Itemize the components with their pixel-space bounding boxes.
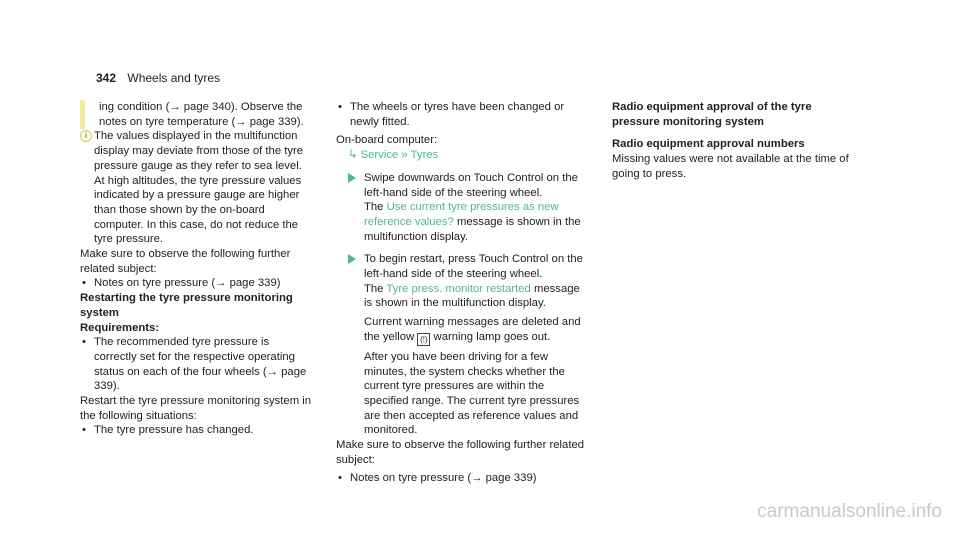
- page-header: [96, 71, 220, 85]
- requirements-label: Requirements:: [80, 321, 160, 334]
- current-text-end: warning lamp goes out.: [433, 330, 551, 343]
- radio-approval-heading: Radio equipment approval of the tyre pressure monitoring system: [612, 101, 812, 128]
- column-middle: [336, 100, 590, 486]
- after-driving-text: After you have been driving for a few minutes, the system checks whether the current tyre pressures are within the specified range. The current tyre pressures are then accepted as reference values and monitored.: [364, 350, 580, 437]
- step-arrow-icon: [348, 173, 356, 183]
- section-heading: Restarting the tyre pressure monitoring system: [80, 292, 293, 319]
- situation-item: • The tyre pressure has changed.: [80, 423, 314, 438]
- further-subject-text: Make sure to observe the following further related subject:: [80, 248, 291, 275]
- menu-arrow-icon: ↳: [348, 149, 361, 162]
- column-right: [612, 100, 858, 182]
- menu-tyres: Tyres: [410, 149, 439, 162]
- step-text: Swipe downwards on Touch Control on the left-hand side of the steering wheel.: [364, 171, 578, 199]
- section-title: Wheels and tyres: [127, 71, 221, 85]
- restart-situations-text: Restart the tyre pressure monitoring system in the following situations:: [80, 395, 312, 422]
- display-message: Tyre press. monitor restarted: [386, 282, 531, 295]
- step-tail: message is shown in the multifunction display.: [364, 282, 580, 310]
- step-text: To begin restart, press Touch Control on the left-hand side of the steering wheel.: [364, 253, 583, 281]
- situation-item: • The wheels or tyres have been changed or newly fitted.: [336, 100, 590, 129]
- info-note: [80, 129, 314, 247]
- step-the: The: [364, 201, 384, 214]
- column-left: [80, 100, 314, 438]
- step-the: The: [364, 282, 384, 295]
- menu-service: Service: [360, 149, 399, 162]
- watermark: carmanualsonline.info: [757, 501, 942, 522]
- current-text: Current warning messages are deleted and the yellow: [364, 316, 581, 343]
- onboard-computer-label: On-board computer:: [336, 134, 438, 147]
- step-swipe: [336, 171, 590, 245]
- further-subject-text: Make sure to observe the following further related subject:: [336, 439, 585, 466]
- link-notes-tyre-pressure[interactable]: • Notes on tyre pressure (→ page 339): [336, 471, 590, 486]
- link-notes-tyre-pressure[interactable]: • Notes on tyre pressure (→ page 339): [80, 276, 314, 291]
- requirement-item: • The recommended tyre pressure is correctly set for the respective operating status on each of the four wheels (→ page 339).: [80, 335, 314, 394]
- display-message: Use current tyre pressures as new reference values?: [364, 201, 559, 228]
- page-number: 342: [96, 71, 117, 85]
- approval-numbers-heading: Radio equipment approval numbers: [612, 138, 805, 151]
- step-tail: message is shown in the multifunction display.: [364, 215, 581, 243]
- chevron-right-icon: »: [398, 149, 411, 162]
- info-text: The values displayed in the multifunction display may deviate from those of the tyre pressure gauge as they refer to sea level. At high altitudes, the tyre pressure values indicated by a pressure gauge are higher than those shown by the on-board computer. In this case, do not reduce the tyre pressure.: [94, 130, 304, 246]
- step-arrow-icon: [348, 254, 356, 264]
- step-restart: [336, 252, 590, 438]
- approval-numbers-text: Missing values were not available at the time of going to press.: [612, 153, 849, 180]
- menu-path: [336, 148, 590, 163]
- info-icon: i: [80, 130, 92, 142]
- continued-warning-text: ing condition (→ page 340). Observe the notes on tyre temperature (→ page 339).: [80, 100, 314, 129]
- tyre-warning-lamp-icon: (!): [417, 333, 430, 346]
